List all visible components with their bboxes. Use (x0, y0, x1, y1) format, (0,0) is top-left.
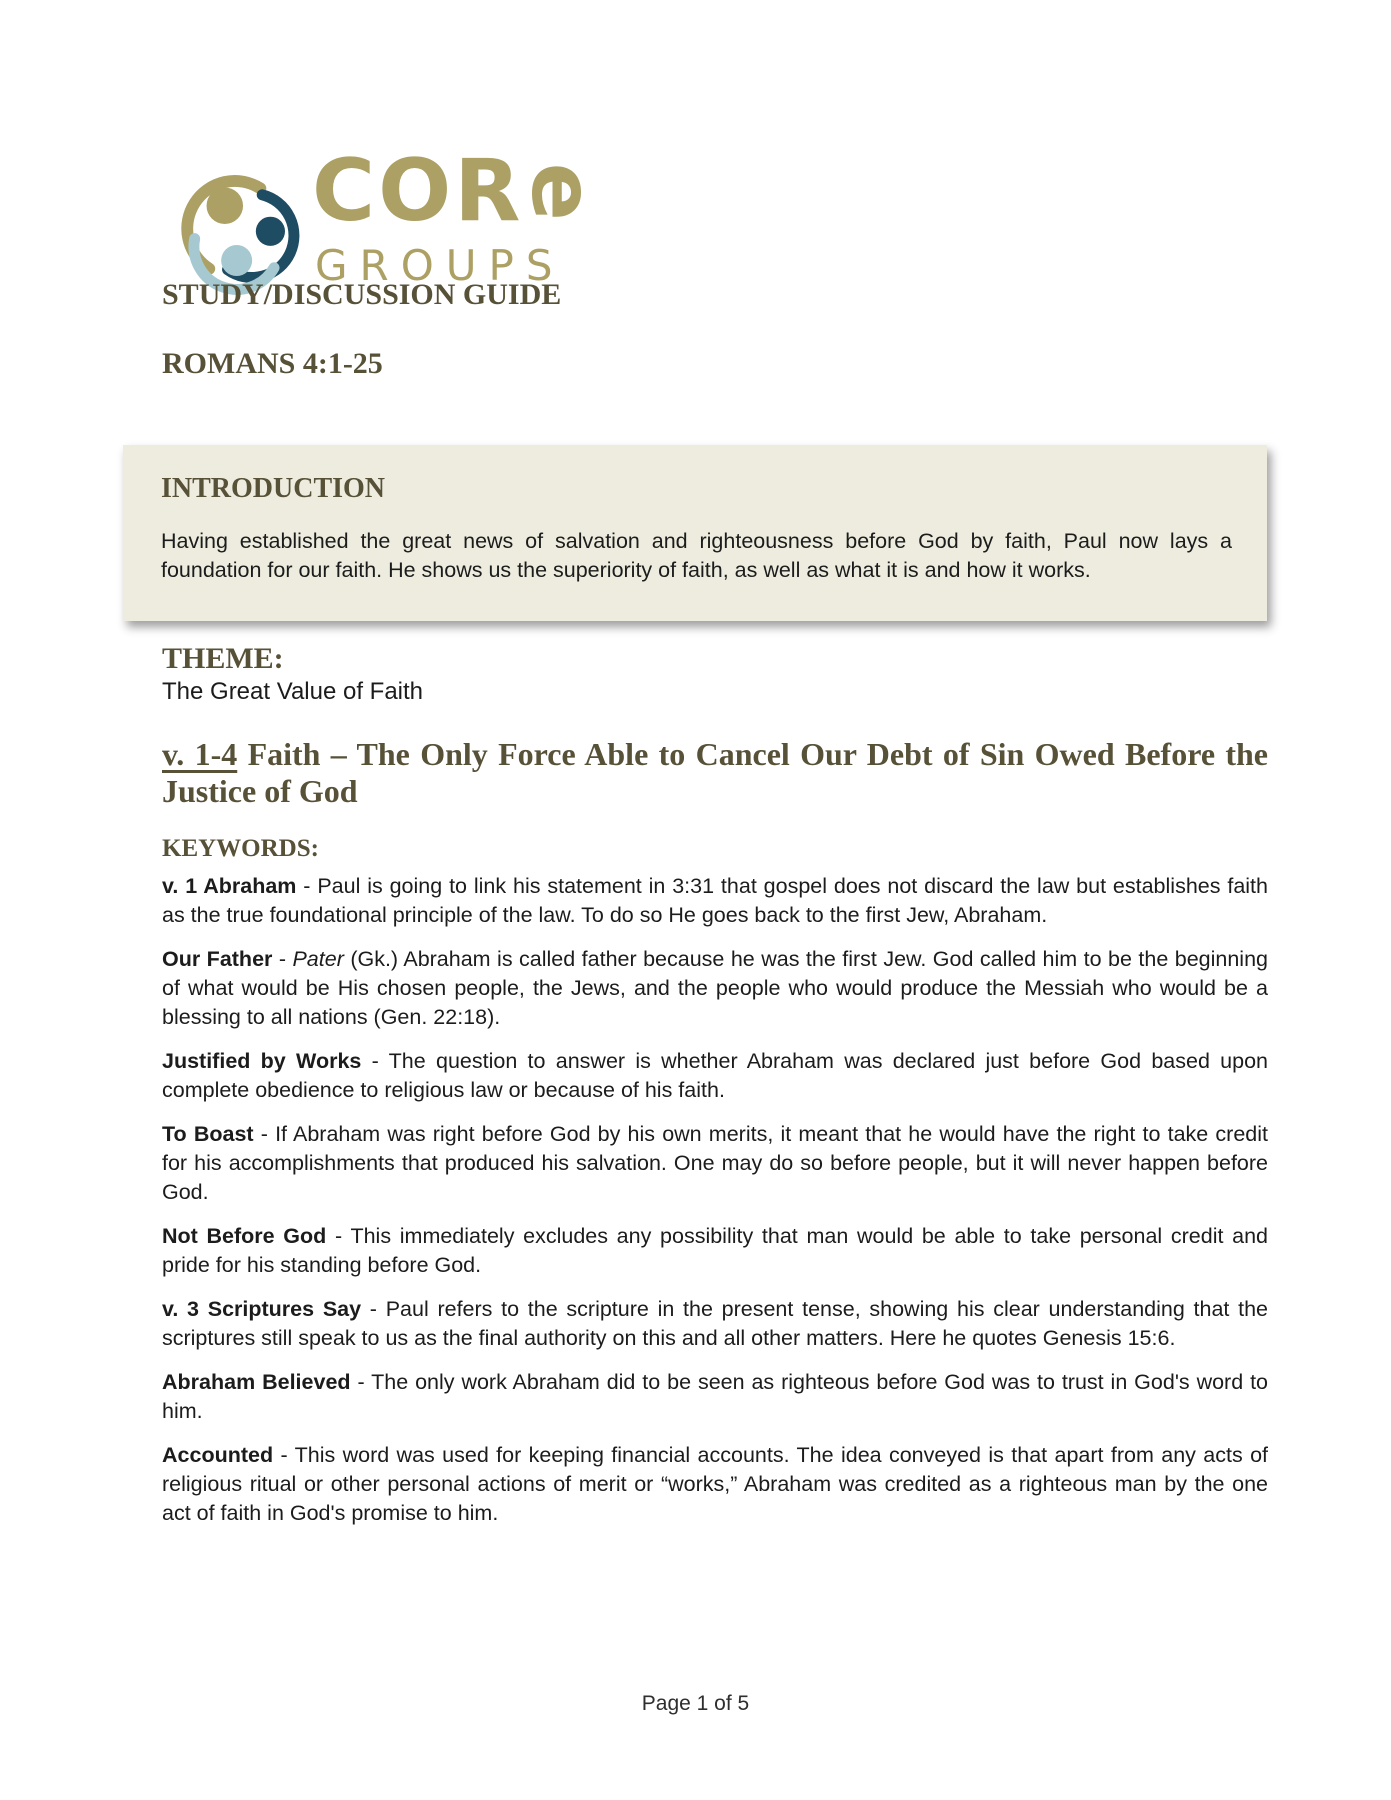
keywords-label: KEYWORDS: (162, 835, 319, 862)
keyword-text: If Abraham was right before God by his own merits, it meant that he would have the right to take credit for his accomplishments that produced his salvation. One may do so before people, but it will never happen before God. (162, 1122, 1268, 1204)
introduction-box (123, 445, 1267, 621)
keyword-paragraph (162, 872, 1268, 930)
keyword-lead: v. 3 Scriptures Say (162, 1297, 362, 1321)
keyword-text: The question to answer is whether Abraham was declared just before God based upon complete obedience to religious law or because of his faith. (162, 1049, 1268, 1102)
keyword-lead: Accounted (162, 1443, 274, 1467)
keyword-separator: - (273, 1443, 295, 1467)
introduction-body: Having established the great news of salvation and righteousness before God by faith, Paul now lays a foundation for our faith. He shows us the superiority of faith, as well as what it is and how it works. (161, 529, 1232, 582)
section-title (162, 736, 1268, 810)
keyword-separator: - (361, 1049, 389, 1073)
keyword-lead: Not Before God (162, 1224, 327, 1248)
keyword-separator: - (350, 1370, 372, 1394)
theme-text: The Great Value of Faith (162, 678, 424, 705)
keyword-term-italic: Pater (292, 947, 344, 971)
keyword-text: This immediately excludes any possibility that man would be able to take personal credit and pride for his standing before God. (162, 1224, 1269, 1277)
keyword-separator: - (253, 1122, 276, 1146)
brand-name-stylized-e: e (512, 162, 613, 224)
keyword-text: The only work Abraham did to be seen as righteous before God was to trust in God's word to him. (162, 1370, 1269, 1423)
keyword-separator: - (296, 874, 318, 898)
keyword-text: Paul refers to the scripture in the present tense, showing his clear understanding that the scriptures still speak to us as the final authority on this and all other matters. Here he quotes Genesis 15:6. (162, 1297, 1269, 1350)
passage-title: ROMANS 4:1-25 (162, 347, 383, 380)
keyword-paragraph (162, 1295, 1268, 1353)
keyword-text: (Gk.) Abraham is called father because he was the first Jew. God called him to be the beginning of what would be His chosen people, the Jews, and the people who would produce the Messiah who would be a blessing to all nations (Gen. 22:18). (162, 947, 1268, 1029)
introduction-heading: INTRODUCTION (161, 473, 386, 504)
keyword-lead: v. 1 Abraham (162, 874, 297, 898)
keyword-separator: - (326, 1224, 351, 1248)
keyword-lead: Justified by Works (162, 1049, 362, 1073)
keyword-paragraph (162, 1120, 1268, 1207)
keyword-lead: Our Father (162, 947, 273, 971)
keyword-lead: To Boast (162, 1122, 254, 1146)
keyword-separator: - (361, 1297, 386, 1321)
section-title-text: Faith – The Only Force Able to Cancel Our Debt of Sin Owed Before the Justice of God (162, 736, 1269, 809)
doc-type-title: STUDY/DISCUSSION GUIDE (162, 278, 562, 311)
brand-subname: GROUPS (315, 240, 565, 290)
keyword-text: Paul is going to link his statement in 3:31 that gospel does not discard the law but establishes faith as the true foundational principle of the law. To do so He goes back to the first Jew, Abraham. (162, 874, 1268, 927)
keyword-text: This word was used for keeping financial accounts. The idea conveyed is that apart from any acts of religious ritual or other personal actions of merit or “works,” Abraham was credited as a righteous man by the one act of faith in God's promise to him. (162, 1443, 1269, 1525)
theme-label: THEME: (162, 642, 284, 675)
keyword-separator: - (272, 947, 293, 971)
keywords-list (162, 872, 1268, 1543)
keyword-paragraph (162, 1047, 1268, 1105)
keyword-lead: Abraham Believed (162, 1370, 351, 1394)
brand-name-main: COR (312, 141, 524, 241)
keyword-paragraph (162, 945, 1268, 1032)
keyword-paragraph (162, 1368, 1268, 1426)
brand-wordmark (312, 141, 613, 290)
keyword-paragraph (162, 1441, 1268, 1528)
verse-ref: v. 1-4 (162, 736, 238, 772)
page-footer: Page 1 of 5 (641, 1692, 750, 1715)
brand-name (312, 141, 613, 241)
keyword-paragraph (162, 1222, 1268, 1280)
